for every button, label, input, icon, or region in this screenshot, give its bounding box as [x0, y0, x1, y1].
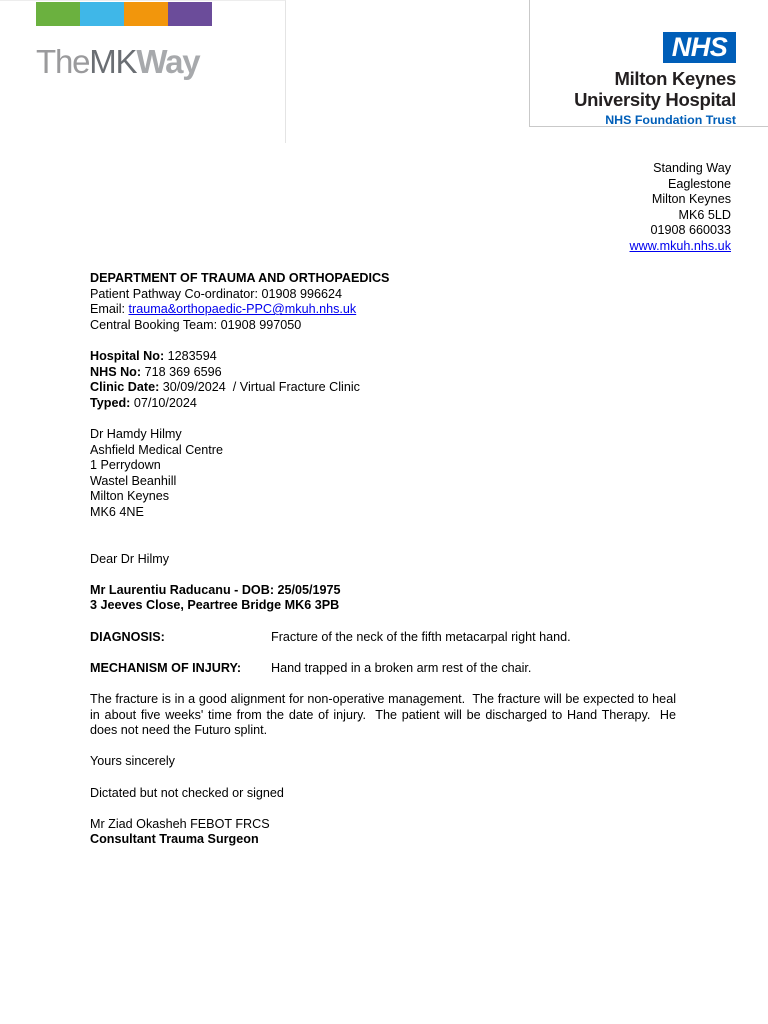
mechanism-value: Hand trapped in a broken arm rest of the chair.	[271, 660, 532, 675]
signatory-title: Consultant Trauma Surgeon	[90, 832, 259, 847]
diagnosis-label: DIAGNOSIS:	[90, 629, 165, 644]
logo-mk: MK	[89, 43, 137, 80]
address-phone: 01908 660033	[650, 223, 731, 238]
booking-line: Central Booking Team: 01908 997050	[90, 317, 302, 332]
foundation-trust-label: NHS Foundation Trust	[605, 113, 736, 127]
typed-label: Typed:	[90, 395, 131, 410]
nhs-no-value: 718 369 6596	[141, 364, 222, 379]
logo-way: Way	[136, 43, 200, 80]
color-block-blue	[80, 2, 124, 26]
email-link[interactable]: trauma&orthopaedic-PPC@mkuh.nhs.uk	[128, 302, 357, 317]
hospital-address	[630, 161, 732, 255]
logo-wordmark	[36, 42, 199, 82]
recipient-line: Dr Hamdy Hilmy	[90, 426, 182, 441]
hospital-no-value: 1283594	[164, 348, 217, 363]
nhs-badge: NHS	[663, 32, 736, 63]
mechanism-label: MECHANISM OF INJURY:	[90, 660, 242, 675]
website-link[interactable]: www.mkuh.nhs.uk	[629, 238, 731, 253]
mechanism-row	[90, 661, 676, 677]
nhs-no-label: NHS No:	[90, 364, 142, 379]
body-paragraph: The fracture is in a good alignment for non-operative management. The fracture will be expected to heal in about five weeks' time from the date of injury. The patient will be discharged to Hand Therapy. He does not need the Futuro splint.	[90, 692, 680, 738]
hospital-name-line1: Milton Keynes	[614, 68, 736, 89]
coordinator-line: Patient Pathway Co-ordinator: 01908 996624	[90, 286, 343, 301]
closing: Yours sincerely	[90, 754, 175, 769]
recipient-line: Ashfield Medical Centre	[90, 442, 223, 457]
recipient-line: Wastel Beanhill	[90, 473, 177, 488]
address-line: Eaglestone	[667, 176, 731, 191]
address-line: MK6 5LD	[678, 207, 731, 222]
logo-the: The	[36, 43, 90, 80]
color-block-purple	[168, 2, 212, 26]
department-title: DEPARTMENT OF TRAUMA AND ORTHOPAEDICS	[90, 271, 390, 285]
nhs-logo	[529, 0, 768, 127]
patient-address: 3 Jeeves Close, Peartree Bridge MK6 3PB	[90, 598, 340, 613]
recipient-line: 1 Perrydown	[90, 458, 161, 473]
salutation: Dear Dr Hilmy	[90, 551, 170, 566]
letter-content	[90, 271, 680, 848]
typed-value: 07/10/2024	[130, 395, 197, 410]
dictation-note: Dictated but not checked or signed	[90, 785, 284, 800]
signatory-name: Mr Ziad Okasheh FEBOT FRCS	[90, 816, 270, 831]
address-line: Milton Keynes	[651, 192, 731, 207]
logo-color-bar	[36, 2, 212, 26]
hospital-no-label: Hospital No:	[90, 348, 165, 363]
clinic-date-value: 30/09/2024 / Virtual Fracture Clinic	[159, 380, 360, 395]
hospital-name-line2: University Hospital	[574, 89, 736, 110]
hospital-name	[574, 68, 736, 110]
email-label: Email:	[90, 302, 129, 317]
diagnosis-value: Fracture of the neck of the fifth metacarpal right hand.	[271, 629, 571, 644]
clinic-date-label: Clinic Date:	[90, 380, 160, 395]
color-block-green	[36, 2, 80, 26]
patient-name-dob: Mr Laurentiu Raducanu - DOB: 25/05/1975	[90, 582, 341, 597]
recipient-line: Milton Keynes	[90, 489, 170, 504]
address-line: Standing Way	[653, 161, 731, 175]
diagnosis-row	[90, 630, 676, 646]
color-block-orange	[124, 2, 168, 26]
themkway-logo	[0, 0, 286, 143]
recipient-line: MK6 4NE	[90, 504, 144, 519]
